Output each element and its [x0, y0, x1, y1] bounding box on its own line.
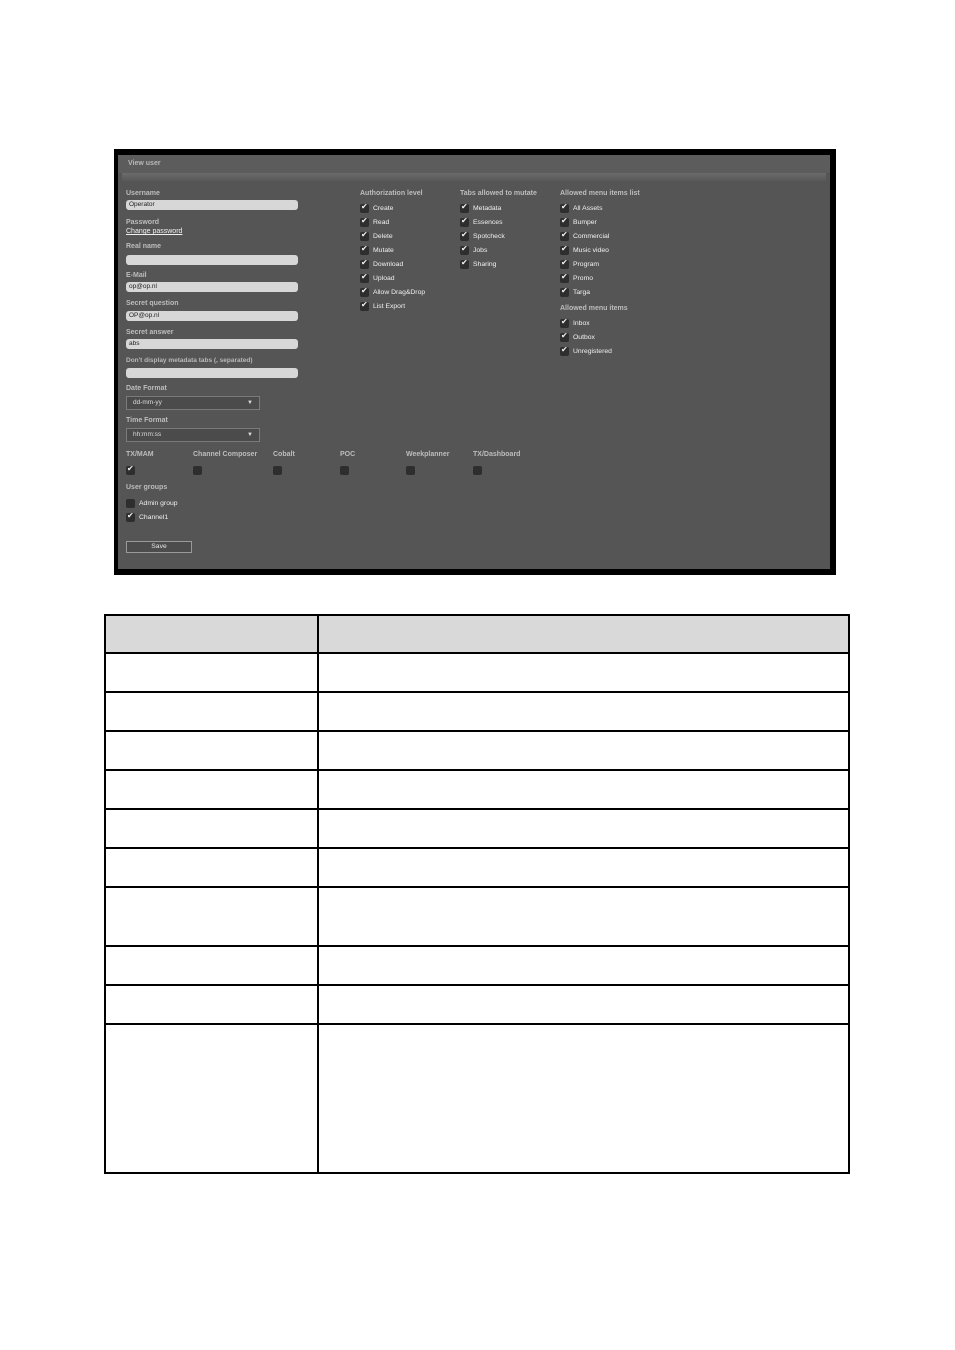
checkbox[interactable] — [360, 232, 369, 241]
checkbox-label: Metadata — [473, 205, 502, 212]
email-field[interactable]: op@op.nl — [126, 282, 298, 292]
checkbox[interactable] — [360, 204, 369, 213]
secret-question-label: Secret question — [126, 300, 179, 307]
checkbox[interactable] — [560, 274, 569, 283]
checkbox-label: Download — [373, 261, 404, 268]
table-cell — [105, 809, 318, 848]
table-row — [105, 985, 849, 1024]
table-header-row — [105, 615, 849, 653]
table-cell — [318, 985, 849, 1024]
real-name-label: Real name — [126, 243, 162, 250]
window-titlebar — [118, 155, 830, 173]
real-name-field[interactable] — [126, 255, 298, 265]
table-cell — [318, 1024, 849, 1173]
table-row — [105, 887, 849, 946]
checkbox-label: All Assets — [573, 205, 603, 212]
module-label-tx-mam: TX/MAM — [126, 451, 154, 458]
time-format-label: Time Format — [126, 417, 168, 424]
tabs-mutate-header: Tabs allowed to mutate — [460, 190, 537, 197]
table-cell — [105, 731, 318, 770]
table-cell — [105, 770, 318, 809]
checkbox-label: List Export — [373, 303, 406, 310]
checkbox-label: Unregistered — [573, 348, 612, 355]
checkbox[interactable] — [460, 232, 469, 241]
date-format-value: dd-mm-yy — [133, 399, 162, 406]
username-label: Username — [126, 190, 160, 197]
checkbox-label: Mutate — [373, 247, 394, 254]
email-label: E-Mail — [126, 272, 147, 279]
checkbox-label: Channel1 — [139, 514, 169, 521]
checkbox-label: Sharing — [473, 261, 497, 268]
module-label-channel-composer: Channel Composer — [193, 451, 258, 458]
menu-items-header: Allowed menu items — [560, 305, 628, 312]
checkbox[interactable] — [360, 288, 369, 297]
checkbox-label: Jobs — [473, 247, 488, 254]
checkbox[interactable] — [126, 513, 135, 522]
checkbox[interactable] — [560, 288, 569, 297]
password-label: Password — [126, 219, 160, 226]
checkbox[interactable] — [560, 333, 569, 342]
module-checkbox-poc[interactable] — [340, 466, 349, 475]
checkbox-label: Allow Drag&Drop — [373, 289, 426, 296]
secret-question-field[interactable]: OP@op.nl — [126, 311, 298, 321]
checkbox[interactable] — [560, 260, 569, 269]
checkbox[interactable] — [560, 246, 569, 255]
checkbox[interactable] — [560, 232, 569, 241]
table-cell — [105, 1024, 318, 1173]
table-cell — [318, 653, 849, 692]
module-checkbox-channel-composer[interactable] — [193, 466, 202, 475]
table-cell — [105, 848, 318, 887]
checkbox-label: Promo — [573, 275, 594, 282]
checkbox[interactable] — [360, 260, 369, 269]
table-cell — [318, 848, 849, 887]
table-row — [105, 731, 849, 770]
table-cell — [318, 809, 849, 848]
date-format-label: Date Format — [126, 385, 167, 392]
screenshot-view-user — [114, 149, 836, 575]
checkbox-label: Music video — [573, 247, 609, 254]
table-row — [105, 809, 849, 848]
time-format-select[interactable] — [126, 428, 260, 442]
table-cell — [105, 946, 318, 985]
table-row — [105, 946, 849, 985]
table-cell — [318, 692, 849, 731]
checkbox-label: Create — [373, 205, 394, 212]
table-cell — [105, 692, 318, 731]
window-header-strip — [122, 173, 826, 181]
table-row — [105, 1024, 849, 1173]
description-table — [104, 614, 850, 1174]
table-cell — [105, 985, 318, 1024]
table-cell — [318, 946, 849, 985]
checkbox[interactable] — [460, 260, 469, 269]
checkbox[interactable] — [360, 274, 369, 283]
table-row — [105, 692, 849, 731]
checkbox-label: Spotcheck — [473, 233, 505, 240]
table-cell — [318, 731, 849, 770]
table-row — [105, 770, 849, 809]
chevron-down-icon: ▼ — [247, 432, 253, 438]
time-format-value: hh:mm:ss — [133, 431, 162, 438]
checkbox-label: Admin group — [139, 500, 178, 507]
table-cell — [318, 770, 849, 809]
metadata-tabs-label: Don't display metadata tabs (, separated) — [126, 357, 253, 364]
table-cell — [105, 653, 318, 692]
authorization-header: Authorization level — [360, 190, 423, 197]
menu-items-list-header: Allowed menu items list — [560, 190, 640, 197]
module-checkbox-tx-dashboard[interactable] — [473, 466, 482, 475]
checkbox-label: Bumper — [573, 219, 597, 226]
table-header-cell — [318, 615, 849, 653]
checkbox[interactable] — [560, 204, 569, 213]
window-title: View user — [128, 160, 161, 167]
table-cell — [105, 887, 318, 946]
secret-answer-label: Secret answer — [126, 329, 174, 336]
table-cell — [318, 887, 849, 946]
checkbox[interactable] — [460, 246, 469, 255]
checkbox-label: Commercial — [573, 233, 610, 240]
table-row — [105, 653, 849, 692]
module-label-tx-dashboard: TX/Dashboard — [473, 451, 521, 458]
username-field[interactable]: Operator — [126, 200, 298, 210]
table-row — [105, 848, 849, 887]
checkbox-label: Outbox — [573, 334, 595, 341]
checkbox-label: Inbox — [573, 320, 590, 327]
checkbox[interactable] — [360, 246, 369, 255]
checkbox-label: Read — [373, 219, 390, 226]
checkbox[interactable] — [560, 218, 569, 227]
view-user-window — [118, 155, 830, 569]
module-checkbox-tx-mam[interactable] — [126, 466, 135, 475]
checkbox-label: Essences — [473, 219, 503, 226]
checkbox[interactable] — [460, 218, 469, 227]
checkbox-label: Targa — [573, 289, 591, 296]
date-format-select[interactable] — [126, 396, 260, 410]
chevron-down-icon: ▼ — [247, 400, 253, 406]
checkbox-label: Program — [573, 261, 600, 268]
table-header-cell — [105, 615, 318, 653]
module-label-cobalt: Cobalt — [273, 451, 295, 458]
change-password-link[interactable]: Change password — [126, 228, 183, 235]
checkbox[interactable] — [360, 302, 369, 311]
secret-answer-field[interactable]: abs — [126, 339, 298, 349]
save-button[interactable]: Save — [126, 541, 192, 553]
checkbox-label: Upload — [373, 275, 395, 282]
module-label-poc: POC — [340, 451, 356, 458]
metadata-tabs-field[interactable] — [126, 368, 298, 378]
checkbox[interactable] — [360, 218, 369, 227]
checkbox[interactable] — [460, 204, 469, 213]
module-label-weekplanner: Weekplanner — [406, 451, 450, 458]
module-checkbox-cobalt[interactable] — [273, 466, 282, 475]
user-groups-header: User groups — [126, 484, 168, 491]
checkbox[interactable] — [560, 319, 569, 328]
checkbox[interactable] — [560, 347, 569, 356]
checkbox-label: Delete — [373, 233, 393, 240]
module-checkbox-weekplanner[interactable] — [406, 466, 415, 475]
checkbox[interactable] — [126, 499, 135, 508]
